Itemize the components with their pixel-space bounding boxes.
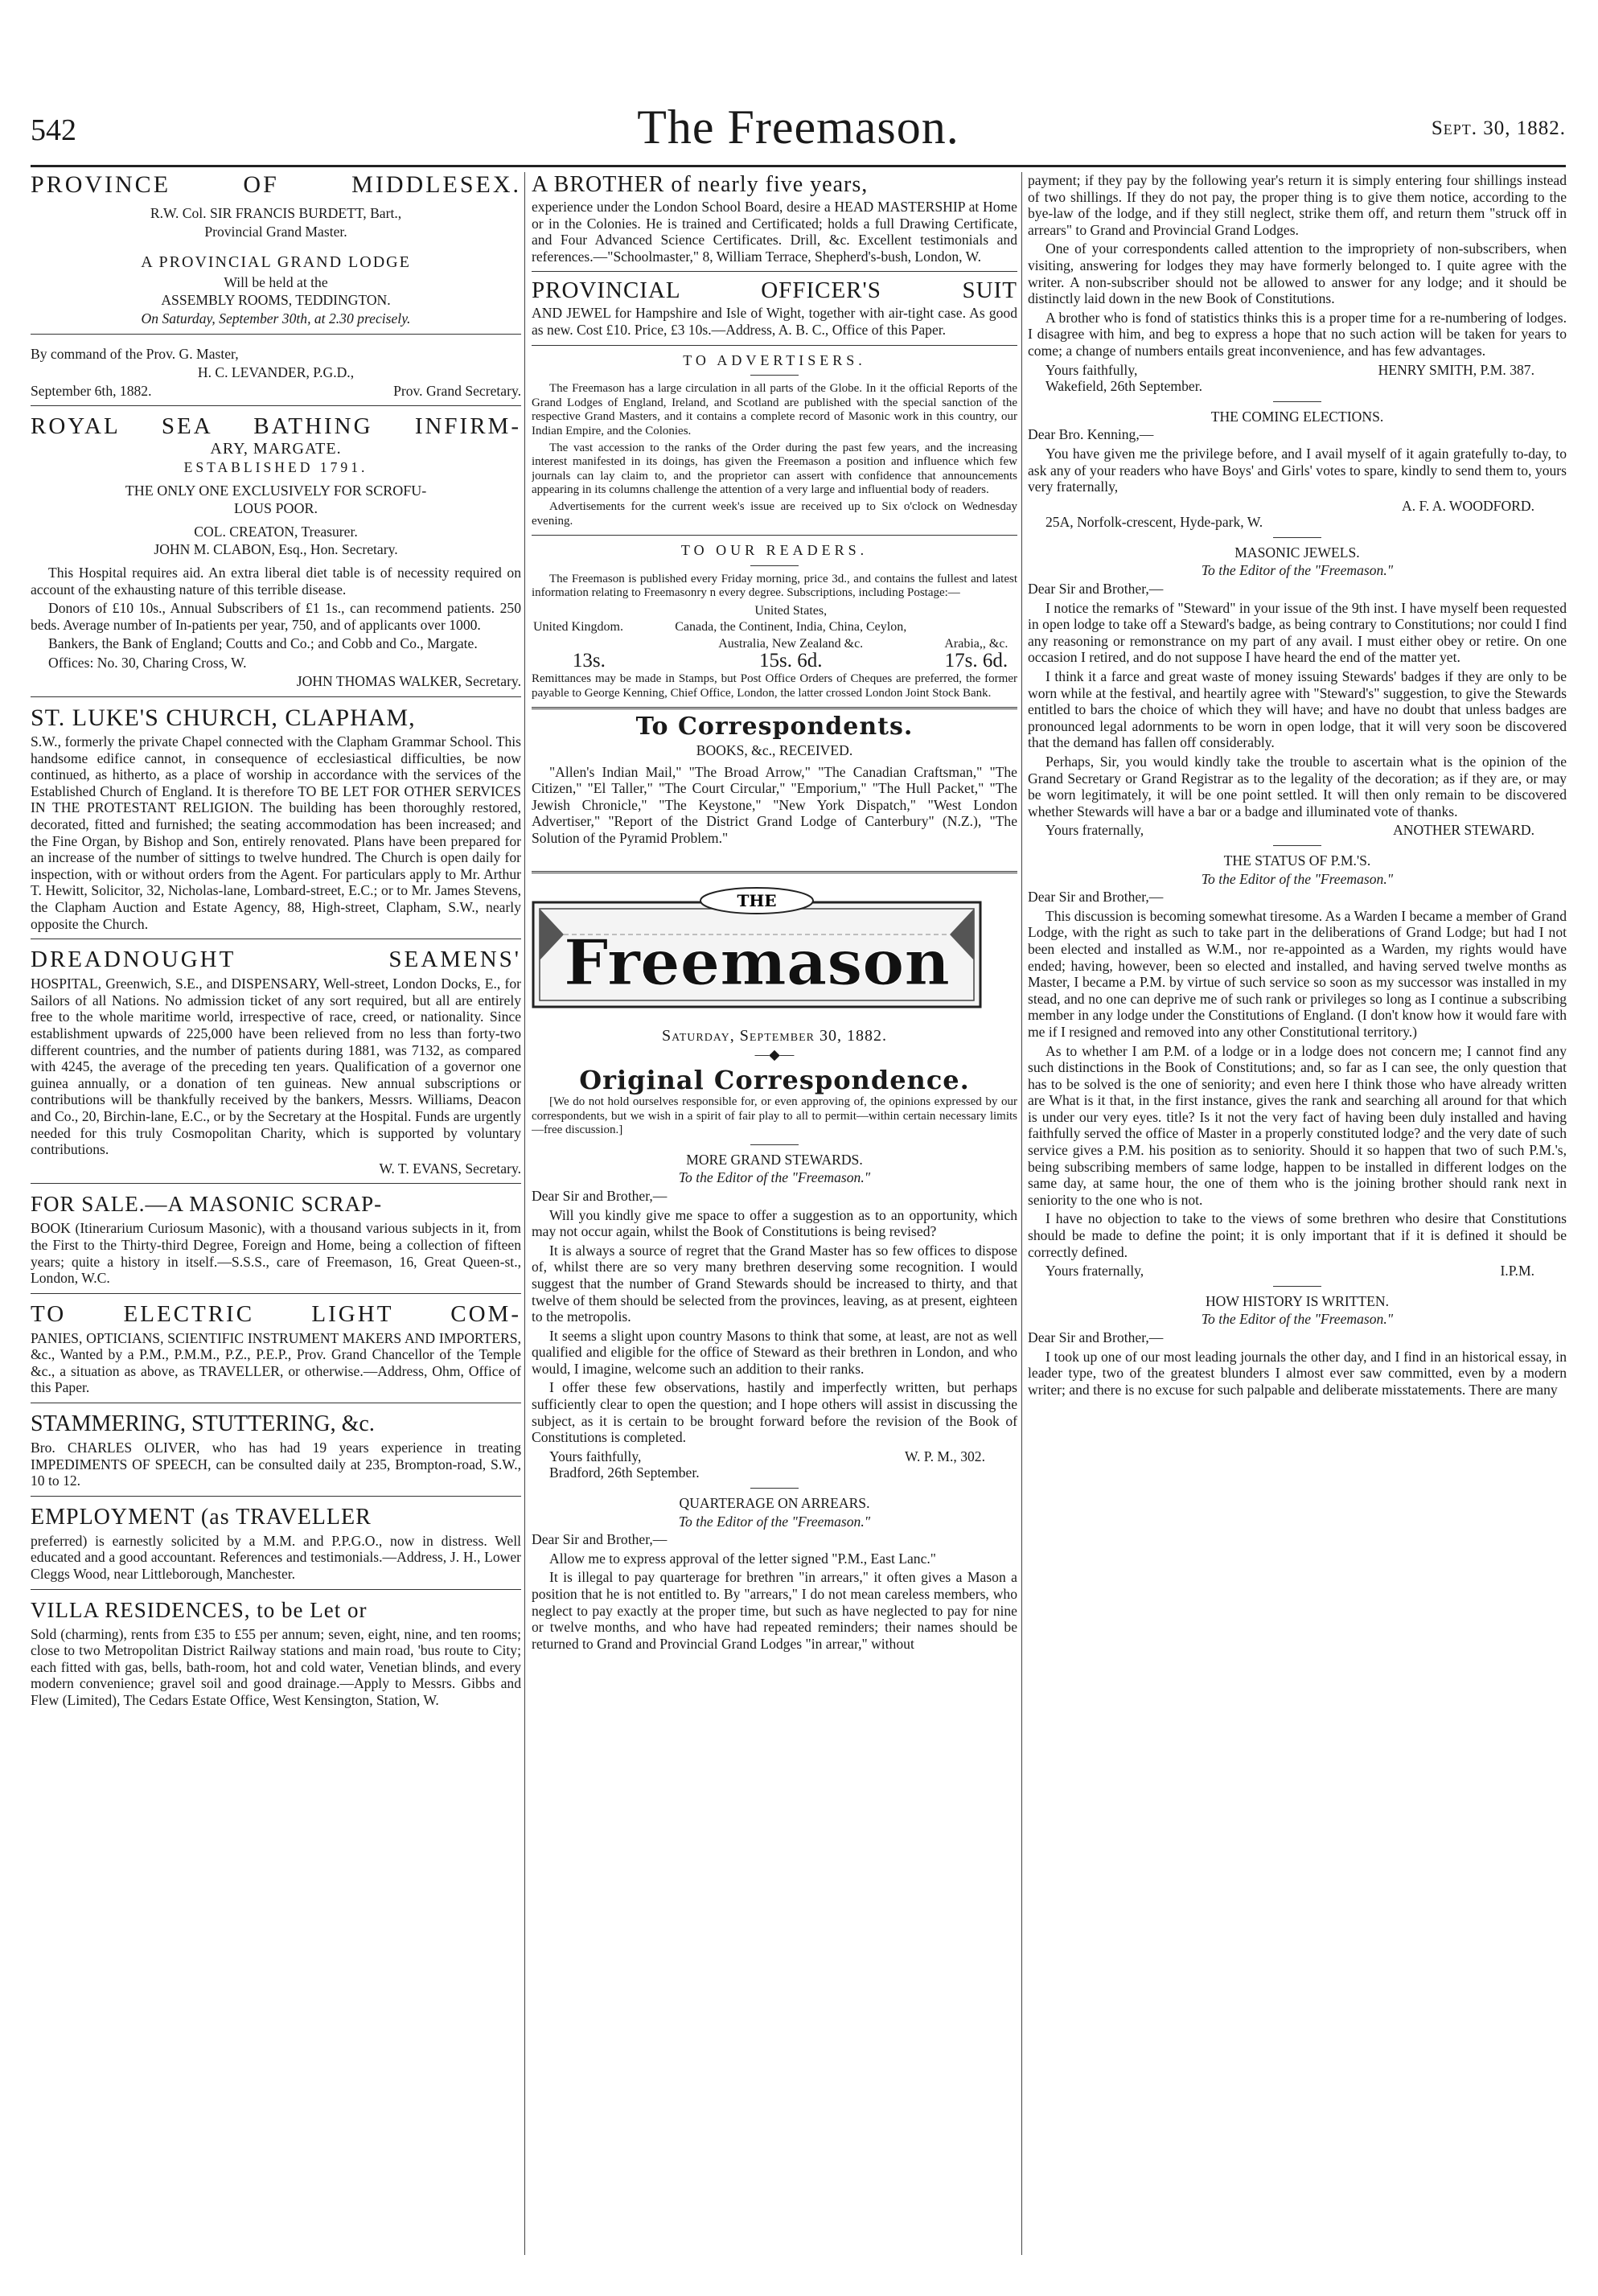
ad-heading: EMPLOYMENT (as TRAVELLER [31, 1504, 372, 1530]
letter-place-date: Wakefield, 26th September. [1045, 378, 1202, 395]
ad-heading: ROYAL SEA BATHING INFIRM- [31, 413, 521, 440]
ad-villa-residences [31, 1598, 521, 1709]
letter-paragraph: It seems a slight upon country Masons to think that some, at least, are not as well qualified and eligible for the office of Steward as their brethren in London, and who would, I imagine, welcome such an addition to their ranks. [532, 1327, 1017, 1377]
ad-line: LOUS POOR. [233, 500, 318, 517]
ad-body: This Hospital requires aid. An extra liberal diet table is of necessity required on account of the exhausting nature of this terrible disease. [31, 564, 521, 598]
freemason-logo [532, 886, 982, 1015]
letter-closing: Yours fraternally, [1045, 822, 1144, 839]
letter-paragraph: It is illegal to pay quarterage for brethren "in arrears," it often gives a Mason a position that he is not entitled to. By "arrears," I do not mean careless members, who neglect to pay exactly at the proper time, but such as have neglected to pay for nine or twelve months, and who have had repeated reminders; their names should be returned to Grand and Provincial Grand Lodges "in arrear," without [532, 1569, 1017, 1652]
ad-heading: DREADNOUGHT SEAMENS' [31, 947, 521, 973]
logo-name: Freemason [563, 926, 951, 1000]
section-heading-original-correspondence: Original Correspondence. [579, 1065, 970, 1096]
letter-heading: MASONIC JEWELS. [1234, 544, 1360, 561]
letter-paragraph: payment; if they pay by the following year's return it is simply entering four shillings instead of two shillings. If they do not pay, the proper thing is to give them notice, according to the bye-law of the lodge, and if they still neglect, strike them off, and return them "struck off in arrears" to Grand and Provincial Grand Lodges. [1028, 172, 1567, 238]
letter-paragraph: This discussion is becoming somewhat tiresome. As a Warden I became a member of Grand Lodge, with the right as such to take part in the deliberations of Grand Lodge; but had I not been elected and installed as W.M., nor re-appointed as a Warden, my rights would have ended; having, however, been so elected and installed, and having served twelve months as Master, I became a P.M. by virtue of such service so soon as my successor was installed in my stead, and no one can deprive me of such rank or privileges so long as I continue a subscribing member in any lodge under the Constitutions of England. (I don't know how it would fare with me if I resigned and removed into any other Constitutional territory.) [1028, 907, 1567, 1040]
letter-address: To the Editor of the "Freemason." [1201, 562, 1394, 579]
header-rule [31, 165, 1566, 167]
notice-body: The Freemason has a large circulation in all parts of the Globe. In it the official Reports of the Grand Lodges of England, Ireland, and Scotland are published with the special sanction of the respective Grand Masters, and it contains a complete record of Masonic work in this country, our Indian Empire, and the Colonies. [532, 382, 1017, 437]
letter-signature: I.P.M. [1500, 1263, 1534, 1279]
letter-paragraph: Perhaps, Sir, you would kindly take the trouble to ascertain what is the opinion of the Grand Secretary or Grand Registrar as to the legality of the decoration; as if they are, or may be worn legitimately, it will be one point settled. It will then only remain to be discovered whether Stewards will have a bar or a badge and illuminated vote of thanks. [1028, 754, 1567, 819]
masthead-title: The Freemason. [637, 101, 959, 154]
letter-heading: QUARTERAGE ON ARREARS. [679, 1495, 870, 1512]
logo-the: THE [737, 890, 777, 910]
ad-dreadnought-hospital [31, 947, 521, 1184]
notice-body: Remittances may be made in Stamps, but Post Office Orders of Cheques are preferred, the former payable to George Kenning, Chief Office, London, the latter crossed London Joint Stock Bank. [532, 672, 1017, 700]
ad-body: Offices: No. 30, Charing Cross, W. [48, 654, 247, 671]
ad-brother-headmaster [532, 172, 1017, 272]
column-divider [1021, 172, 1022, 2255]
letter-paragraph: A brother who is fond of statistics thinks this is a proper time for a re-numbering of lodges. I disagree with him, and beg to express a hope that no such action will be taken for years to come; a change of numbers entails great inconvenience, and has few advantages. [1028, 309, 1567, 359]
column-left [31, 172, 521, 2263]
letter-salutation: Dear Sir and Brother,— [1028, 889, 1164, 906]
ad-heading: VILLA RESIDENCES, to be Let or [31, 1597, 368, 1622]
letter-paragraph: It is always a source of regret that the Grand Master has so few offices to dispose of, whilst there are so very many brethren deserving some recognition. I would suggest that the number of Grand Stewards should be increased to thirty, and that twelve of them should be selected from the provinces, leaving, as at present, eighteen to the metropolis. [532, 1242, 1017, 1325]
ad-line: Provincial Grand Master. [204, 223, 347, 240]
ad-line: JOHN M. CLABON, Esq., Hon. Secretary. [154, 541, 398, 558]
ad-heading: TO ELECTRIC LIGHT COM- [31, 1300, 521, 1327]
letter-closing: Yours faithfully, [549, 1448, 642, 1464]
ad-body: S.W., formerly the private Chapel connected with the Clapham Grammar School. This handsome edifice cannot, in consequence of ecclesiastical difficulties, be now continued, as hitherto, as a place of worship in accordance with the services of the Established Church of England. It is therefore TO BE LET FOR OTHER SERVICES IN THE PROTESTANT RELIGION. The building has been thoroughly restored, decorated, fitted and furnished; the seating accommodation has been increased; and the Fine Organ, by Bishop and Son, entirely renovated. Plans have been prepared for an increase of the number of sittings to twelve hundred. The Church is open daily for inspection, with or without orders from the Agent. For particulars apply to Mr. Arthur T. Hewitt, Solicitor, 32, Nicholas-lane, Lombard-street, E.C.; or to Mr. James Stevens, the Clapham Auction and Estate Agency, 88, High-street, Clapham, S.W., nearly opposite the Church. [31, 733, 521, 932]
ad-body: Bro. CHARLES OLIVER, who has had 19 years experience in treating IMPEDIMENTS OF SPEECH, can be consulted daily at 235, Brompton-road, S.W., 10 to 12. [31, 1440, 521, 1489]
ad-signature: Prov. Grand Secretary. [393, 382, 521, 399]
ad-stammering [31, 1411, 521, 1497]
column-right [1028, 172, 1567, 2263]
page-header [31, 97, 1566, 161]
letter-paragraph: I have no objection to take to the views of some brethren who desire that Constitutions should be made to define the point; it is only important that if it is defined it should be correctly defined. [1028, 1210, 1567, 1260]
ad-heading: ST. LUKE'S CHURCH, CLAPHAM, [31, 704, 416, 732]
ad-signature: W. T. EVANS, Secretary. [379, 1160, 521, 1177]
editorial-disclaimer: [We do not hold ourselves responsible for, or even approving of, the opinions expressed by our correspondents, but we wish in a spirit of fair play to all to permit—within certain necessary limits—free discussion.] [532, 1095, 1017, 1137]
ad-line: ESTABLISHED 1791. [183, 458, 368, 475]
letter-address: To the Editor of the "Freemason." [678, 1513, 871, 1530]
letter-address: To the Editor of the "Freemason." [678, 1169, 871, 1186]
price-region: Australia, New Zealand &c. [718, 637, 864, 651]
letter-heading: THE STATUS OF P.M.'S. [1223, 852, 1371, 869]
price-value: 15s. 6d. [758, 649, 823, 672]
letter-signature: W. P. M., 302. [904, 1448, 985, 1464]
ad-line: COL. CREATON, Treasurer. [194, 523, 358, 540]
ad-electric-light [31, 1302, 521, 1403]
ad-line: H. C. LEVANDER, P.G.D., [197, 364, 355, 381]
ad-line: A PROVINCIAL GRAND LODGE [141, 253, 411, 272]
ad-heading: STAMMERING, STUTTERING, &c. [31, 1411, 375, 1437]
column-divider [524, 172, 525, 2255]
price-region: United States, [754, 603, 828, 618]
ad-heading: FOR SALE.—A MASONIC SCRAP- [31, 1192, 383, 1217]
ad-body: Sold (charming), rents from £35 to £55 per annum; seven, eight, nine, and ten rooms; close to two Metropolitan District Railway stations and main road, 'bus route to City; each fitted with gas, bells, bath-room, hot and cold water, Venetian blinds, and every modern convenience; gravel soil and good drainage.—Apply to Messrs. Gibbs and Flew (Limited), The Cedars Estate Office, West Kensington, Station, W. [31, 1625, 521, 1708]
letter-heading: MORE GRAND STEWARDS. [686, 1151, 863, 1168]
letter-signature: ANOTHER STEWARD. [1393, 822, 1534, 839]
price-value: 13s. [572, 649, 606, 672]
letter-salutation: Dear Sir and Brother,— [1028, 581, 1164, 598]
ad-body: PANIES, OPTICIANS, SCIENTIFIC INSTRUMENT MAKERS AND IMPORTERS, &c., Wanted by a P.M., P.M.M., P.Z., P.E.P., Prov. Grand Chancellor of the Temple &c., a situation as above, as TRAVELLER, or otherwise.—Address, Ohm, Office of this Paper. [31, 1329, 521, 1396]
section-heading: To Correspondents. [635, 713, 914, 741]
ad-body: Bankers, the Bank of England; Coutts and Co.; and Cobb and Co., Margate. [48, 635, 478, 652]
ad-body: BOOK (Itinerarium Curiosum Masonic), with a thousand various subjects in it, from the First to the Thirty-third Degree, Foreign and Home, being a collection of fifteen years; quite a history in itself.—S.S.S., care of Freemason, 16, Great Queen-st., London, W.C. [31, 1220, 521, 1287]
letter-status-of-pms [1028, 852, 1567, 1287]
letter-heading: THE COMING ELECTIONS. [1210, 408, 1384, 425]
price-region: United Kingdom. [533, 620, 623, 635]
ad-provincial-suit [532, 278, 1017, 345]
notice-body: The vast accession to the ranks of the Order during the past few years, and the increasing interest manifested in its doings, has given the Freemason a position and influence which few journals can lay claim to, and the proprietor can assert with confidence that announcements appearing in its columns challenge the attention of a very large and influential body of readers. [532, 441, 1017, 497]
ad-province-middlesex [31, 172, 521, 406]
letter-closing: Yours faithfully, [1045, 361, 1138, 378]
ad-heading: PROVINCIAL OFFICER'S SUIT [532, 277, 1017, 304]
letter-paragraph: I offer these few observations, hastily and imperfectly written, but perhaps sufficiently clear to open the question; and I hope others will assist in discussing the subject, as it is certain to be brought forward before the revision of the Book of Constitutions is completed. [532, 1379, 1017, 1446]
ad-body: experience under the London School Board, desire a HEAD MASTERSHIP at Home or in the Colonies. He is trained and Certificated; holds a full Drawing Certificate, and Four Advanced Science Certificates. Drill, &c. Excellent testimonials and references.—"Schoolmaster," 8, William Terrace, Shepherd's-bush, London, W. [532, 199, 1017, 265]
ad-heading: A BROTHER of nearly five years, [532, 172, 869, 197]
notice-body: The Freemason is published every Friday morning, price 3d., and contains the fullest and latest information relating to Freemasonry n every degree. Subscriptions, including Postage:— [532, 572, 1017, 600]
letter-paragraph: As to whether I am P.M. of a lodge or in a lodge does not concern me; I cannot find any such distinctions in the Book of Constitutions; and, so far as I can see, the only question that has to be solved is the one of seniority; and even here I think those who have already written are What is it that, in the first instance, gives the rank and searching all around for that which is under our very eyes. title? Is it not the very fact of having been duly installed and having faithfully served the office of Master in a properly constituted lodge? and the very date of such service gives a P.M. his position as to seniority. Should it so happen that two of such P.M.'s, being subscribing members of same lodge, happen to be installed in different lodges on the same day, at same hour, the one of them who is the joining brother should rank next in seniority to the one who is not. [1028, 1042, 1567, 1208]
ad-employment [31, 1505, 521, 1590]
ad-line: THE ONLY ONE EXCLUSIVELY FOR SCROFU- [125, 482, 427, 499]
books-received-list: "Allen's Indian Mail," "The Broad Arrow," "The Canadian Craftsman," "The Citizen," "El Taller," "The Court Circular," "Emporium," "The Hull Packet," "The Jewish Chronicle," "The Keystone," "New York Dispatch," "West London Advertiser," "Report of the District Grand Lodge of Canterbury" (N.Z.), "The Solution of the Pyramid Problem." [532, 763, 1017, 846]
ad-heading: PROVINCE OF MIDDLESEX. [31, 172, 521, 198]
ad-signature: JOHN THOMAS WALKER, Secretary. [296, 673, 521, 690]
letter-coming-elections [1028, 409, 1567, 538]
issue-date: Sept. 30, 1882. [1431, 117, 1566, 139]
letter-paragraph: I think it a farce and great waste of money issuing Stewards' badges if they are only to be worn while at the festival, and heartily agree with "Steward's" suggestion, to give the Stewards entitled to bars the choice of which they will have; and have no doubt that unless badges are pronounced legal adornments to be worn in open lodge, that it will very soon be discovered that the demand has fallen off considerably. [1028, 668, 1567, 751]
letter-place-date: Bradford, 26th September. [549, 1464, 700, 1481]
letter-paragraph: One of your correspondents called attention to the impropriety of non-subscribers, when visiting, answering for lodges they may have formerly belonged to. I quite agree with the writer. A non-subscriber should not be allowed to answer for any lodge; and it should be distinctly laid down in the new Book of Constitutions. [1028, 240, 1567, 307]
ad-line: By command of the Prov. G. Master, [31, 345, 239, 362]
notice-to-advertisers [532, 352, 1017, 536]
price-value: 17s. 6d. [944, 649, 1009, 672]
letter-paragraph: I notice the remarks of "Steward" in your issue of the 9th inst. I have myself been requested in open lodge to take off a Steward's badge, as being contrary to Constitutions; nor could I find any reasoning or remonstrance on my part of any avail. I must either obey or retire. On one occasion I retired, and do not suppose I have heard the end of the matter yet. [1028, 599, 1567, 666]
column-middle: A BROTHER of nearly five years, experience under the London School Board, desire a HEAD MASTERSHIP at Home or in the Colonies. He is trained and Certificated; holds a full Drawing Certificate, and Four Advanced Science Certificates. Drill, &c. Excellent testimonials and references.—"Schoolmaster," 8, William Terrace, Shepherd's-bush, London, W. PROVINCIAL OFFICER'S SUIT AND JEWEL for Hampshire and Isle of Wight, together with air-tight case. As good as new. Cost £10. Price, £3 10s.—Address, A. B. C., Office of this Paper. TO ADVERTISERS. The Freemason has a large circulation in all parts of the Globe. In it the official Reports of the Grand Lodges of England, Ireland, and Scotland are published with the special sanction of the respective Grand Masters, and it contains a complete record of Masonic work in this country, our Indian Empire, and the Colonies. The vast accession to the ranks of the Order during the past few years, and the increasing interest manifested in its doings, has given the Freemason a position and influence which few journals can lay claim to, and the proprietor can assert with confidence that announcements appearing in its columns challenge the attention of a very large and influential body of readers. Advertisements for the current week's issue are received up to Six o'clock on Wednesday evening. TO OUR READERS. The Freemason is published every Friday morning, price 3d., and contains the fullest and latest information relating to Freemasonry n every degree. Subscriptions, including Postage:— United States, United Kingdom. Canada, the Continent, India, China, Ceylon, Australia, New Zealand &c. Arabia,, &c. 13s. 15s. 6d. 17s. 6d. Remittances may be made in Stamps, but Post Office Orders of Cheques are preferred, the former payable to George Kenning, Chief Office, London, the latter crossed London Joint Stock Bank. To Correspondents. BOOKS, &c., RECEIVED. "Allen's Indian Mail," "The Broad Arrow," "The Canadian Craftsman," "The Citizen," "El Taller," "The Court Circular," "Emporium," "The Hull Packet," "The Jewish Chronicle," "The Keystone," "New York Dispatch," "West London Advertiser," "Report of the District Grand Lodge of Canterbury" (N.Z.), "The Solution of the Pyramid Problem." THE Freemason Saturday, September 30, 1882. —◆— Original Correspondence. [We do not hold ourselves responsible for, or even approving of, the opinions expressed by our correspondents, but we wish in a spirit of fair play to all to permit—within certain necessary limits—free discussion.] MORE GRAND STEWARDS. To the Editor of the "Freemason." Dear Sir and Brother,— Will you kindly give me space to offer a suggestion as to an opportunity, which may not occur again, whilst the Book of Constitutions is being revised? It is always a source of regret that the Grand Master has so few offices to dispose of, whilst there are so very many brethren deserving some recognition. I would suggest that the number of Grand Stewards should be increased to thirty, and that twelve of them should be selected from the provinces, leaving, as at present, eighteen to the metropolis. It seems a slight upon country Masons to think that some, at least, are not as well qualified and eligible for the office of Steward as their brethren in London, and who would, I imagine, welcome such an addition to their ranks. I offer these few observations, hastily and imperfectly written, but perhaps sufficiently clear to open the question; and I hope others will assist in discussing the subject, as it is certain to be brought forward before the revision of the Book of Constitutions is completed. Yours faithfully, W. P. M., 302. Bradford, 26th September. QUARTERAGE ON ARREARS. To the Editor of the "Freemason." Dear Sir and Brother,— Allow me to express approval of the letter signed "P.M., East Lanc." It is illegal to pay quarterage for brethren "in arrears," it often gives a Mason a position that he is not entitled to. By "arrears," I do not mean careless members, who neglect to pay exactly at the proper time, but such as have neglected to pay for nine or twelve months, and who have had repeated reminders; their names should be returned to Grand and Provincial Grand Lodges "in arrear," without [532, 172, 1017, 1652]
letter-place-date: 25A, Norfolk-crescent, Hyde-park, W. [1045, 514, 1263, 531]
letter-how-history-is-written [1028, 1293, 1567, 1399]
ad-line: ASSEMBLY ROOMS, TEDDINGTON. [161, 292, 391, 309]
issue-date-line: Saturday, September 30, 1882. [662, 1027, 887, 1045]
letter-paragraph: Will you kindly give me space to offer a suggestion as to an opportunity, which may not occur again, whilst the Book of Constitutions is being revised? [532, 1206, 1017, 1240]
notice-body: Advertisements for the current week's issue are received up to Six o'clock on Wednesday evening. [532, 499, 1017, 528]
letter-salutation: Dear Bro. Kenning,— [1028, 426, 1154, 443]
letter-signature: A. F. A. WOODFORD. [1402, 497, 1534, 514]
ad-line: ARY, MARGATE. [210, 440, 342, 458]
ad-body: Donors of £10 10s., Annual Subscribers of £1 1s., can recommend patients. 250 beds. Average number of In-patients per year, 750, and of applicants over 1000. [31, 600, 521, 633]
letter-paragraph: Allow me to express approval of the letter signed "P.M., East Lanc." [549, 1550, 936, 1567]
letter-address: To the Editor of the "Freemason." [1201, 870, 1394, 887]
letter-signature: HENRY SMITH, P.M. 387. [1378, 361, 1534, 378]
letter-address: To the Editor of the "Freemason." [1201, 1311, 1394, 1328]
letter-paragraph: You have given me the privilege before, and I avail myself of it again gratefully to-day, to ask any of your readers who have Boys' and Girls' votes to spare, kindly to send them to, yours very fraternally, [1028, 445, 1567, 495]
ad-royal-sea-bathing [31, 414, 521, 697]
ad-masonic-scrapbook [31, 1192, 521, 1293]
letter-masonic-jewels [1028, 544, 1567, 846]
letter-heading: HOW HISTORY IS WRITTEN. [1205, 1292, 1390, 1309]
letter-salutation: Dear Sir and Brother,— [1028, 1329, 1164, 1345]
ad-body: AND JEWEL for Hampshire and Isle of Wight, together with air-tight case. As good as new. Cost £10. Price, £3 10s.—Address, A. B. C., Office of this Paper. [532, 305, 1017, 338]
price-region: Canada, the Continent, India, China, Ceylon, [675, 620, 907, 635]
ad-body: preferred) is earnestly solicited by a M.M. and P.P.G.O., now in distress. Well educated and a good accountant. References and testimonials.—Address, J. H., Lower Cleggs Wood, near Littleborough, Manchester. [31, 1532, 521, 1583]
subscription-price-table [532, 603, 1017, 672]
letter-more-grand-stewards [532, 1152, 1017, 1489]
page-number: 542 [31, 113, 76, 147]
notice-to-readers [532, 542, 1017, 709]
ad-line: R.W. Col. SIR FRANCIS BURDETT, Bart., [150, 205, 402, 221]
ad-line: Will be held at the [224, 273, 328, 290]
letter-salutation: Dear Sir and Brother,— [532, 1531, 668, 1548]
ad-date: September 6th, 1882. [31, 382, 152, 399]
ad-st-lukes-church [31, 705, 521, 939]
section-heading: TO OUR READERS. [680, 542, 869, 559]
letter-closing: Yours fraternally, [1045, 1263, 1144, 1279]
price-region: Arabia,, &c. [944, 637, 1009, 651]
subsection-heading: BOOKS, &c., RECEIVED. [696, 742, 853, 759]
letter-quarterage-on-arrears [532, 1495, 1017, 1652]
ad-body: HOSPITAL, Greenwich, S.E., and DISPENSARY, Well-street, London Docks, E., for Sailors of all Nations. No admission ticket of any sort required, but all are entirely free to the whole maritime world, irrespective of race, creed, or nationality. Since establishment upwards of 225,000 have been relieved from no less than forty-two different countries, and the number of patients during 1881, was 7132, as compared with 4245, the average of the preceding ten years. Qualification of a governor one guinea annually, or a donation of ten guineas. New annual subscriptions or contributions will be thankfully received by the bankers, Messrs. Williams, Deacon and Co., 20, Birchin-lane, E.C., or by the Secretary at the Hospital. Funds are urgently needed for this truly Cosmopolitan Charity, which is supported by voluntary contributions. [31, 975, 521, 1158]
section-correspondents [532, 713, 1017, 873]
ad-line: On Saturday, September 30th, at 2.30 precisely. [141, 310, 411, 327]
letter-salutation: Dear Sir and Brother,— [532, 1187, 668, 1204]
section-heading: TO ADVERTISERS. [683, 351, 866, 368]
letter-paragraph: I took up one of our most leading journals the other day, and I find in an historical essay, in leader type, two of the greatest blunders I almost ever saw committed, even by a modern writer; and there is no excuse for such palpable and deliberate misstatements. There are many [1028, 1348, 1567, 1398]
